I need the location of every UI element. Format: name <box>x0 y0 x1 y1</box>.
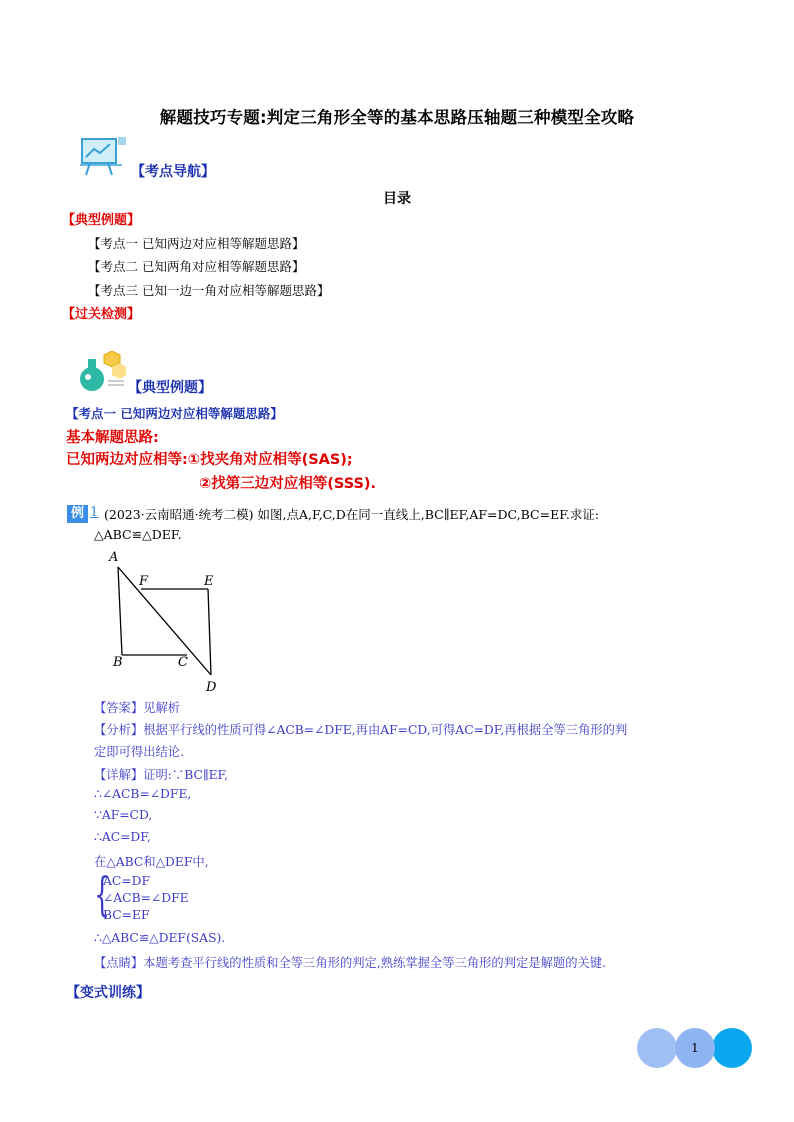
label-f: F <box>139 574 149 589</box>
detail-line: 【详解】证明:∵BC∥EF, <box>94 768 229 782</box>
toc-title: 目录 <box>383 191 411 207</box>
typical-label: 【典型例题】 <box>128 380 212 396</box>
example-badge: 例 <box>67 505 88 523</box>
label-e: E <box>204 574 214 589</box>
flask-icon <box>78 351 126 393</box>
step-4: 在△ABC和△DEF中, <box>94 855 209 869</box>
example-source: (2023·云南昭通·统考二模) <box>104 507 254 522</box>
example-text <box>104 505 599 523</box>
example-number: 1 <box>90 505 99 520</box>
page-dot-left <box>637 1028 677 1068</box>
page-number: 1 <box>691 1041 699 1055</box>
basic-idea-label: 基本解题思路: <box>66 430 159 446</box>
system-eq-2: ∠ACB=∠DFE <box>103 891 189 905</box>
toc-item-2[interactable]: 【考点二 已知两角对应相等解题思路】 <box>88 259 305 274</box>
segment-ad <box>118 567 211 675</box>
nav-label: 【考点导航】 <box>131 164 215 180</box>
analysis-line-2: 定即可得出结论. <box>94 745 184 759</box>
rule-line-2: ②找第三边对应相等(SSS). <box>199 476 377 492</box>
step-2: ∵AF=CD, <box>94 808 153 822</box>
answer-line: 【答案】见解析 <box>94 701 181 715</box>
analysis-line-1: 【分析】根据平行线的性质可得∠ACB=∠DFE,再由AF=CD,可得AC=DF,再根据全等三角形的判 <box>94 723 628 737</box>
segment-ab <box>118 567 122 655</box>
label-a: A <box>109 550 119 565</box>
label-c: C <box>178 655 188 670</box>
toc-item-1[interactable]: 【考点一 已知两边对应相等解题思路】 <box>88 236 305 251</box>
toc-item-3[interactable]: 【考点三 已知一边一角对应相等解题思路】 <box>88 283 330 298</box>
geometry-figure <box>105 545 235 695</box>
rule-line-1: 已知两边对应相等:①找夹角对应相等(SAS); <box>66 452 353 468</box>
page-title: 解题技巧专题:判定三角形全等的基本思路压轴题三种模型全攻略 <box>159 108 635 127</box>
label-d: D <box>206 680 217 695</box>
segment-ed <box>208 589 211 675</box>
variant-heading: 【变式训练】 <box>66 985 150 1001</box>
step-3: ∴AC=DF, <box>94 830 151 844</box>
label-b: B <box>113 655 123 670</box>
presentation-board-icon <box>78 135 128 177</box>
conclusion-line: ∴△ABC≌△DEF(SAS). <box>94 931 226 945</box>
system-eq-1: AC=DF <box>103 874 150 888</box>
topic-heading: 【考点一 已知两边对应相等解题思路】 <box>66 406 283 421</box>
comment-line: 【点睛】本题考查平行线的性质和全等三角形的判定,熟练掌握全等三角形的判定是解题的关键. <box>94 956 606 970</box>
page-dot-right <box>712 1028 752 1068</box>
system-brace: { <box>94 867 111 921</box>
step-1: ∴∠ACB=∠DFE, <box>94 787 192 801</box>
page-number-badge <box>675 1028 715 1068</box>
example-statement: 如图,点A,F,C,D在同一直线上,BC∥EF,AF=DC,BC=EF.求证: <box>257 507 600 522</box>
system-eq-3: BC=EF <box>103 908 150 922</box>
toc-section-check[interactable]: 【过关检测】 <box>62 307 141 322</box>
example-statement-2: △ABC≌△DEF. <box>94 527 182 542</box>
toc-section-typical[interactable]: 【典型例题】 <box>62 213 141 228</box>
